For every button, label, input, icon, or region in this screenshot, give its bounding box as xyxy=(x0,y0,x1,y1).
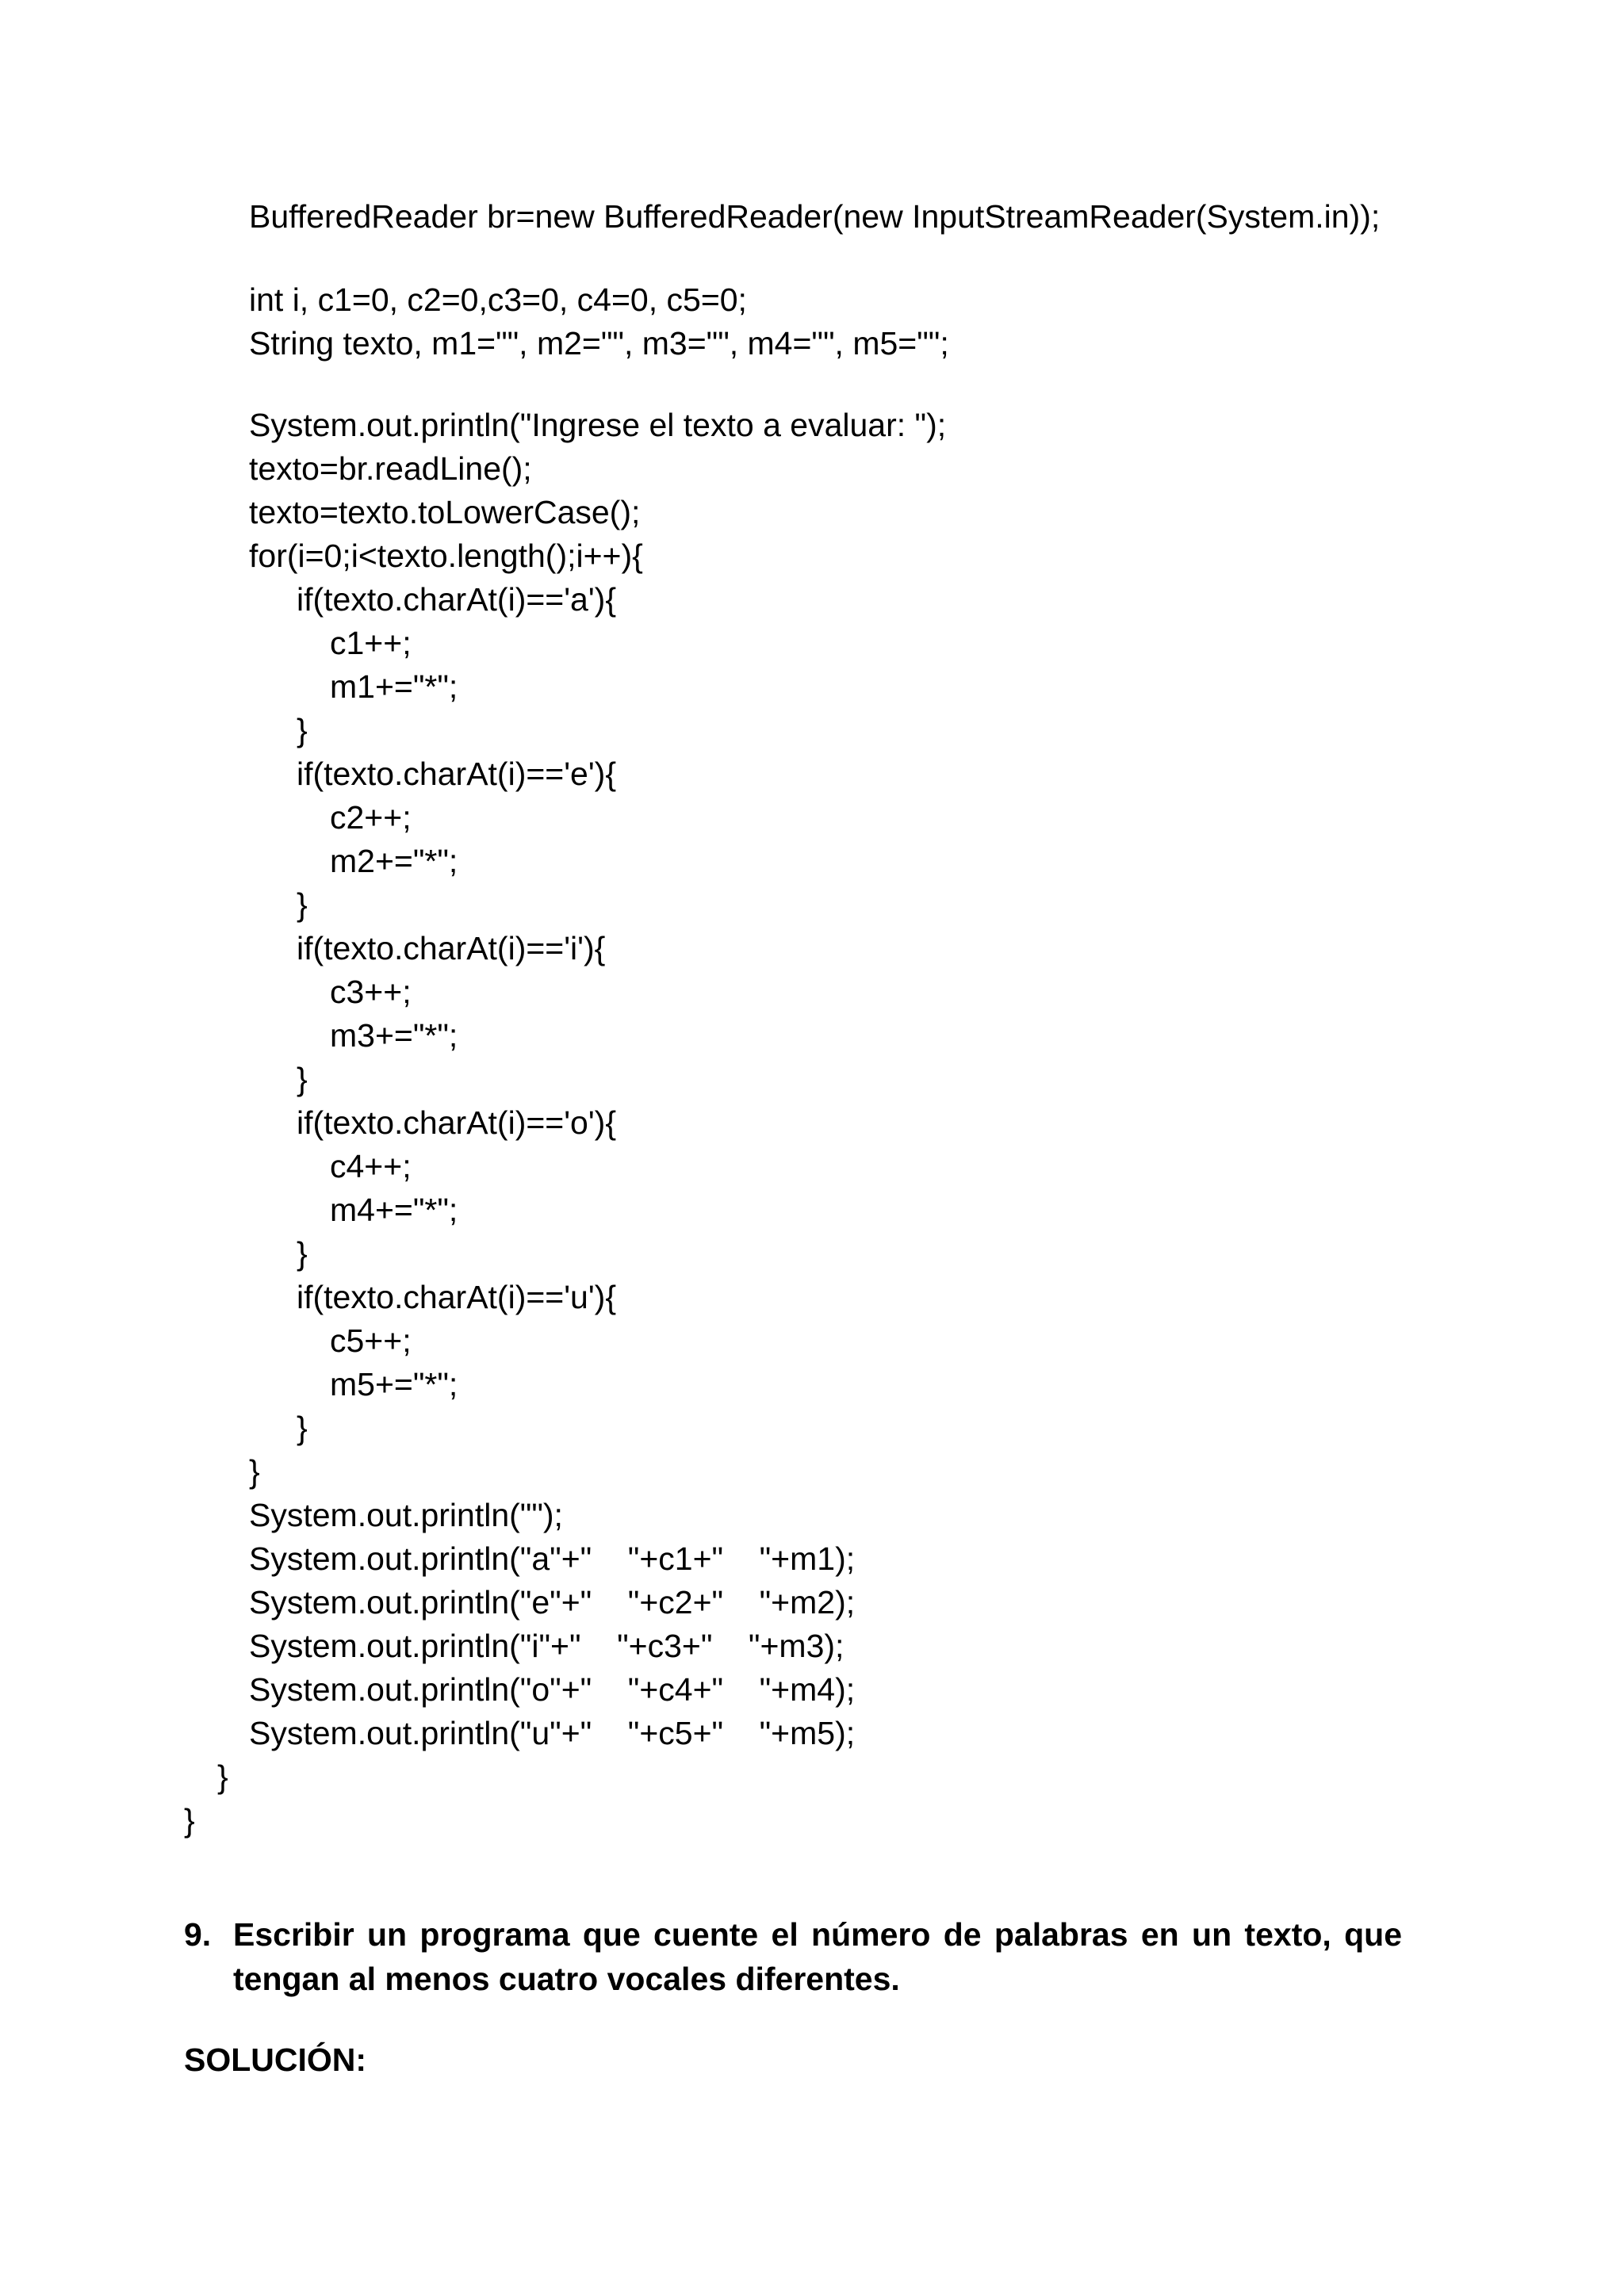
code-line: } xyxy=(297,1410,308,1446)
code-line: } xyxy=(297,1061,308,1097)
code-line: } xyxy=(297,886,308,923)
code-line: c1++; xyxy=(330,625,412,661)
code-line: for(i=0;i<texto.length();i++){ xyxy=(249,538,643,574)
code-line: int i, c1=0, c2=0,c3=0, c4=0, c5=0; xyxy=(249,281,747,318)
code-line: if(texto.charAt(i)=='e'){ xyxy=(297,756,617,792)
code-line: System.out.println("a"+" "+c1+" "+m1); xyxy=(249,1540,856,1577)
exercise-number: 9. xyxy=(184,1916,212,1953)
code-line: texto=br.readLine(); xyxy=(249,450,532,487)
code-line: m5+="*"; xyxy=(330,1366,458,1402)
solution-heading: SOLUCIÓN: xyxy=(184,2042,367,2078)
code-line: } xyxy=(297,712,308,748)
code-line: } xyxy=(184,1802,195,1839)
code-line: } xyxy=(297,1235,308,1272)
code-line: System.out.println("i"+" "+c3+" "+m3); xyxy=(249,1628,845,1664)
code-line: c2++; xyxy=(330,799,412,836)
code-line: m2+="*"; xyxy=(330,843,458,879)
code-line: } xyxy=(249,1453,260,1490)
code-line: c4++; xyxy=(330,1148,412,1184)
code-line: String texto, m1="", m2="", m3="", m4="", m5=""; xyxy=(249,325,949,362)
code-line: if(texto.charAt(i)=='o'){ xyxy=(297,1104,617,1141)
code-line: System.out.println("Ingrese el texto a evaluar: "); xyxy=(249,407,947,443)
code-line: System.out.println("u"+" "+c5+" "+m5); xyxy=(249,1715,856,1751)
code-line: m3+="*"; xyxy=(330,1017,458,1054)
code-line: System.out.println(""); xyxy=(249,1497,563,1533)
code-line: m1+="*"; xyxy=(330,668,458,705)
code-line: c5++; xyxy=(330,1322,412,1359)
code-line: System.out.println("e"+" "+c2+" "+m2); xyxy=(249,1584,856,1621)
code-line: c3++; xyxy=(330,974,412,1010)
code-line: BufferedReader br=new BufferedReader(new InputStreamReader(System.in)); xyxy=(249,198,1381,235)
code-line: System.out.println("o"+" "+c4+" "+m4); xyxy=(249,1671,856,1708)
code-line: m4+="*"; xyxy=(330,1192,458,1228)
code-line: } xyxy=(217,1758,228,1795)
exercise-question xyxy=(184,1912,1402,2001)
code-line: texto=texto.toLowerCase(); xyxy=(249,494,641,530)
code-line: if(texto.charAt(i)=='a'){ xyxy=(297,581,617,618)
exercise-text: Escribir un programa que cuente el número de palabras en un texto, que tengan al menos cuatro vocales diferentes. xyxy=(233,1916,1402,1997)
code-line: if(texto.charAt(i)=='u'){ xyxy=(297,1279,617,1315)
code-line: if(texto.charAt(i)=='i'){ xyxy=(297,930,606,966)
